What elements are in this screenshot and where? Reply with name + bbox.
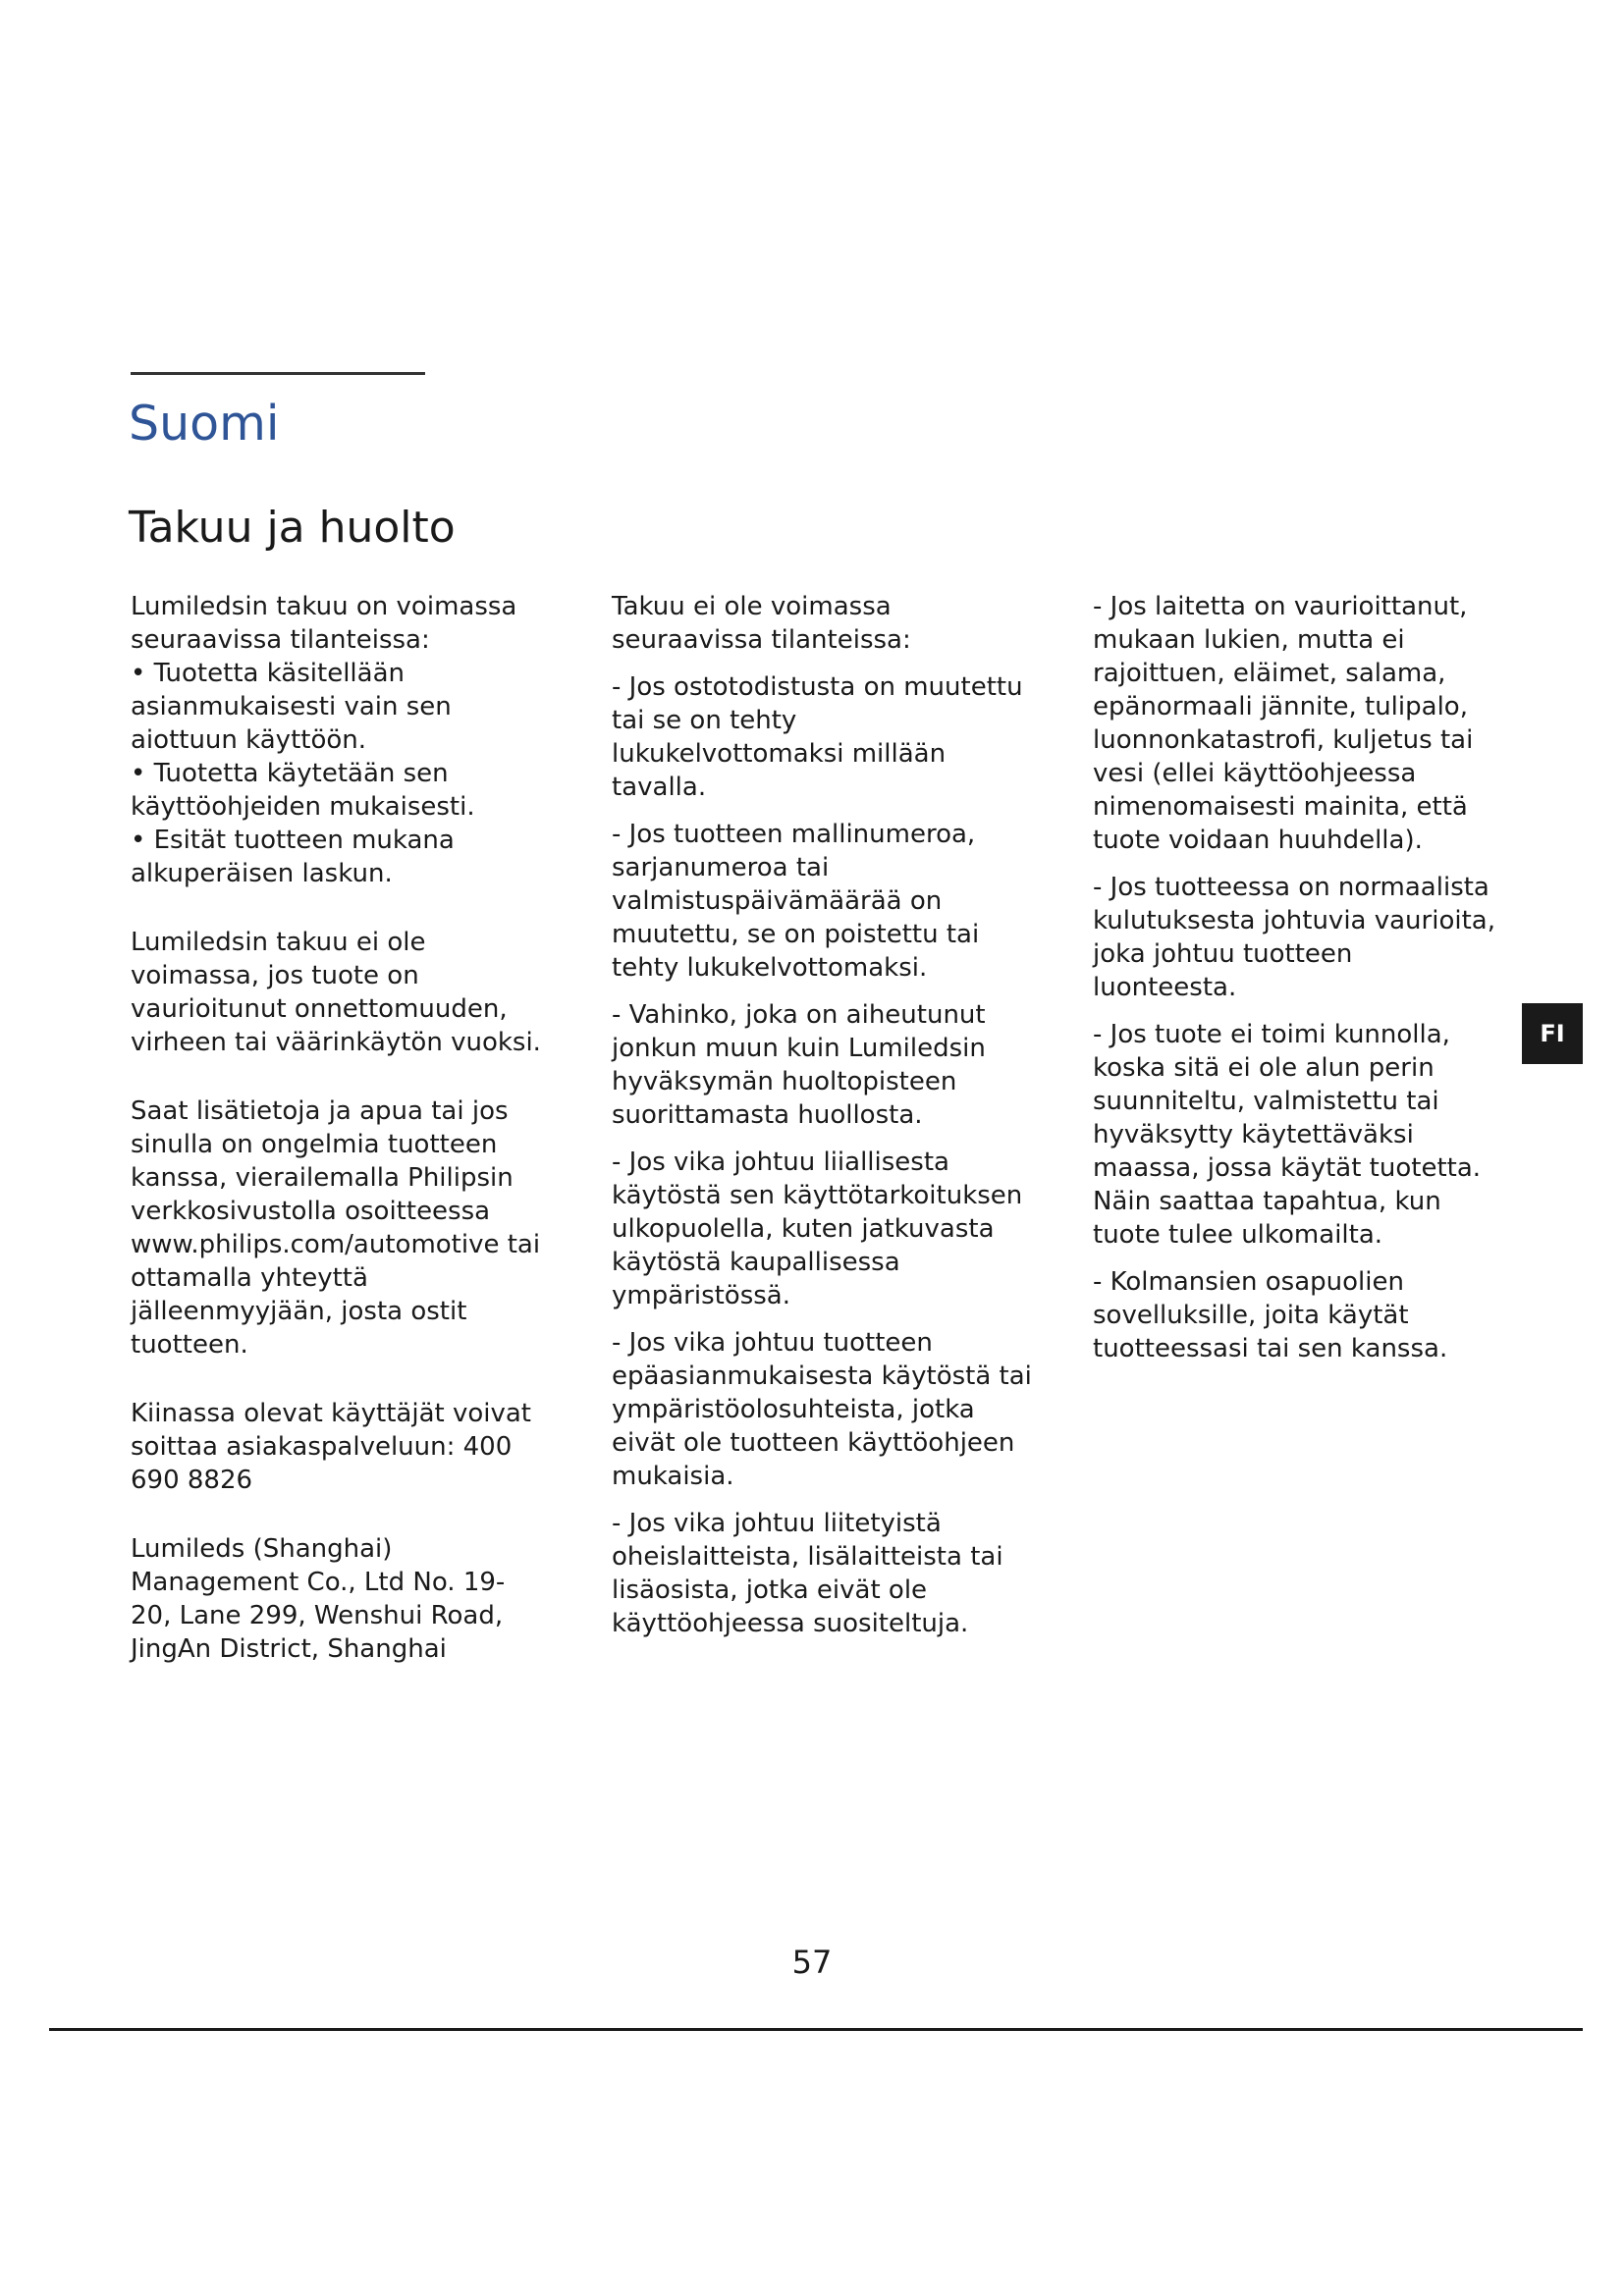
page-number: 57 — [791, 1944, 833, 1981]
bullet-item: • Tuotetta käsitellään asianmukaisesti vain sen aiottuun käyttöön. — [131, 657, 543, 757]
exclusion-item: - Jos vika johtuu liiallisesta käytöstä sen käyttötarkoituksen ulkopuolella, kuten jatkuvasta käytöstä kaupallisessa ympäristössä. — [612, 1148, 1023, 1310]
section-title: Takuu ja huolto — [129, 503, 456, 553]
warranty-valid-intro: Lumiledsin takuu on voimassa seuraavissa tilanteissa: — [131, 592, 517, 655]
china-users-text: Kiinassa olevat käyttäjät voivat soittaa asiakaspalveluun: 400 690 8826 — [131, 1399, 531, 1495]
exclusion-item: - Jos tuotteen mallinumeroa, sarjanumeroa tai valmistuspäivämäärää on muutettu, se on poistettu tai tehty lukukelvottomaksi. — [612, 820, 980, 983]
exclusion-item: - Jos ostotodistusta on muutettu tai se on tehty lukukelvottomaksi millään tavalla. — [612, 672, 1023, 802]
warranty-not-valid-text: Lumiledsin takuu ei ole voimassa, jos tuote on vaurioitunut onnettomuuden, virheen tai väärinkäytön vuoksi. — [131, 928, 541, 1057]
column-3 — [1093, 590, 1495, 1365]
column-1 — [131, 590, 543, 1666]
exclusion-item: - Jos laitetta on vaurioittanut, mukaan lukien, mutta ei rajoittuen, eläimet, salama, epänormaali jännite, tulipalo, luonnonkatastrofi, kuljetus tai vesi (ellei käyttöohjeessa nimenomaisesti mainita, että tuote voidaan huuhdella). — [1093, 592, 1474, 855]
bottom-divider — [49, 2028, 1583, 2031]
exclusion-item: - Jos vika johtuu tuotteen epäasianmukaisesta käytöstä tai ympäristöolosuhteista, jotka eivät ole tuotteen käyttöohjeen mukaisia. — [612, 1328, 1032, 1491]
top-divider — [131, 372, 425, 375]
exclusion-item: - Jos tuotteessa on normaalista kulutuksesta johtuvia vaurioita, joka johtuu tuotteen luonteesta. — [1093, 873, 1495, 1002]
exclusion-item: - Vahinko, joka on aiheutunut jonkun muun kuin Lumiledsin hyväksymän huoltopisteen suorittamasta huollosta. — [612, 1000, 986, 1130]
more-info-text: Saat lisätietoja ja apua tai jos sinulla on ongelmia tuotteen kanssa, vierailemalla Philipsin verkkosivustolla osoitteessa www.philips.com/automotive tai ottamalla yhteyttä jälleenmyyjään, josta ostit tuotteen. — [131, 1096, 541, 1360]
company-address: Lumileds (Shanghai) Management Co., Ltd No. 19-20, Lane 299, Wenshui Road, JingAn District, Shanghai — [131, 1534, 506, 1664]
column-2 — [612, 590, 1034, 1640]
warranty-exclusions-intro: Takuu ei ole voimassa seuraavissa tilanteissa: — [612, 592, 911, 655]
bullet-item: • Tuotetta käytetään sen käyttöohjeiden mukaisesti. — [131, 757, 543, 824]
exclusion-item: - Jos vika johtuu liitetyistä oheislaitteista, lisälaitteista tai lisäosista, jotka eivät ole käyttöohjeessa suositeltuja. — [612, 1509, 1003, 1638]
exclusion-item: - Jos tuote ei toimi kunnolla, koska sitä ei ole alun perin suunniteltu, valmistettu tai hyväksytty käytettäväksi maassa, jossa käytät tuotetta. Näin saattaa tapahtua, kun tuote tulee ulkomailta. — [1093, 1020, 1482, 1250]
language-title: Suomi — [129, 396, 280, 452]
bullet-item: • Esität tuotteen mukana alkuperäisen laskun. — [131, 824, 543, 890]
exclusion-item: - Kolmansien osapuolien sovelluksille, joita käytät tuotteessasi tai sen kanssa. — [1093, 1267, 1448, 1363]
language-tab: FI — [1522, 1003, 1583, 1064]
